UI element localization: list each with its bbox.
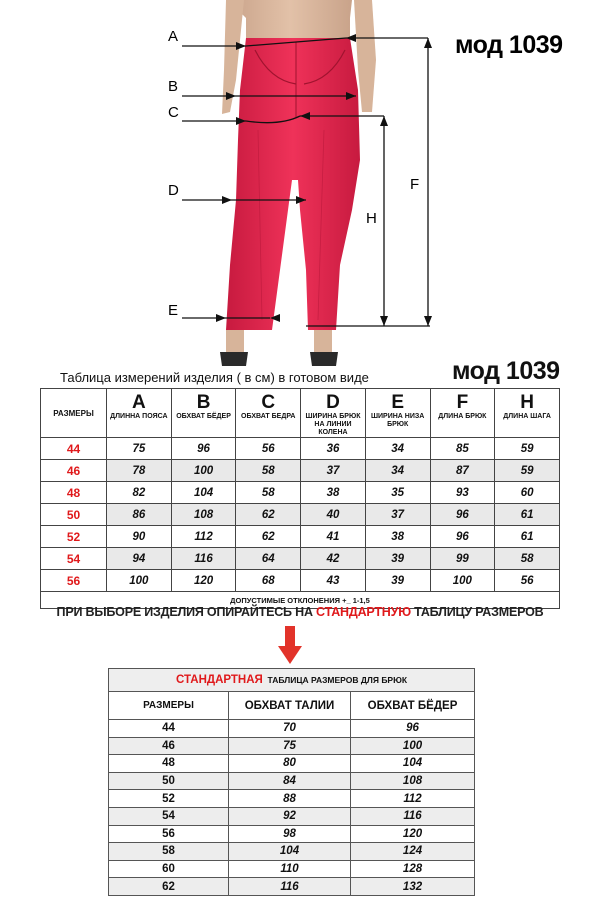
table-row — [109, 772, 475, 790]
column-letter: E — [391, 392, 404, 413]
measurement-cell: 86 — [107, 504, 172, 526]
table-row — [41, 438, 560, 460]
waist-cell: 116 — [229, 878, 351, 896]
measurement-cell: 100 — [107, 570, 172, 592]
column-label: ДЛИНА ШАГА — [503, 413, 551, 420]
measurement-cell: 100 — [171, 460, 236, 482]
measurement-cell: 39 — [365, 570, 430, 592]
hips-cell: 100 — [351, 737, 475, 755]
measurement-cell: 40 — [301, 504, 366, 526]
label-e: E — [168, 302, 179, 319]
size-cell: 50 — [109, 772, 229, 790]
label-h: H — [366, 210, 377, 227]
table-row — [109, 807, 475, 825]
table-row — [41, 570, 560, 592]
measurement-cell: 108 — [171, 504, 236, 526]
hips-cell: 104 — [351, 755, 475, 773]
size-cell: 46 — [109, 737, 229, 755]
size-cell: 62 — [109, 878, 229, 896]
measurements-table — [40, 388, 560, 609]
hips-cell: 120 — [351, 825, 475, 843]
standard-header-size: РАЗМЕРЫ — [109, 692, 229, 720]
measurement-cell: 68 — [236, 570, 301, 592]
hips-cell: 124 — [351, 843, 475, 861]
measurement-cell: 61 — [495, 526, 560, 548]
size-cell: 52 — [109, 790, 229, 808]
measurement-cell: 82 — [107, 482, 172, 504]
waist-cell: 110 — [229, 860, 351, 878]
measurement-cell: 90 — [107, 526, 172, 548]
table-row — [109, 790, 475, 808]
measurement-cell: 56 — [236, 438, 301, 460]
table-row — [109, 860, 475, 878]
label-d: D — [168, 182, 179, 199]
column-letter: B — [196, 392, 211, 413]
hips-cell: 108 — [351, 772, 475, 790]
standard-title-highlight: СТАНДАРТНАЯ — [175, 674, 263, 686]
model-code-table: мод 1039 — [452, 357, 560, 385]
table-row — [109, 755, 475, 773]
standard-title — [109, 669, 475, 692]
column-letter: D — [326, 392, 340, 413]
measurements-header-row — [41, 389, 560, 438]
column-label: ШИРИНА БРЮК НА ЛИНИИ КОЛЕНА — [305, 413, 361, 436]
model-code-top: мод 1039 — [455, 31, 563, 59]
label-b: B — [168, 78, 179, 95]
column-label: ДЛИНА БРЮК — [438, 413, 487, 420]
measurement-cell: 39 — [365, 548, 430, 570]
size-cell: 54 — [41, 548, 107, 570]
measurement-cell: 58 — [236, 482, 301, 504]
standard-title-row — [109, 669, 475, 692]
measurement-cell: 116 — [171, 548, 236, 570]
table-row — [109, 737, 475, 755]
waist-cell: 84 — [229, 772, 351, 790]
measurement-cell: 93 — [430, 482, 495, 504]
measurement-cell: 99 — [430, 548, 495, 570]
measurement-cell: 75 — [107, 438, 172, 460]
hips-cell: 112 — [351, 790, 475, 808]
measurement-cell: 96 — [171, 438, 236, 460]
waist-cell: 75 — [229, 737, 351, 755]
measurement-cell: 41 — [301, 526, 366, 548]
measurement-cell: 94 — [107, 548, 172, 570]
measurements-body — [41, 438, 560, 592]
measurement-cell: 112 — [171, 526, 236, 548]
column-header — [236, 389, 301, 438]
column-header — [107, 389, 172, 438]
standard-size-table — [108, 668, 475, 896]
waist-cell: 80 — [229, 755, 351, 773]
column-label: ОБХВАТ БЕДРА — [241, 413, 296, 420]
measurement-cell: 85 — [430, 438, 495, 460]
size-cell: 44 — [109, 720, 229, 738]
measurement-cell: 62 — [236, 526, 301, 548]
label-f: F — [410, 176, 420, 193]
measurement-cell: 64 — [236, 548, 301, 570]
measurement-cell: 59 — [495, 460, 560, 482]
measurement-cell: 62 — [236, 504, 301, 526]
table-row — [109, 720, 475, 738]
standard-header-row — [109, 692, 475, 720]
column-label: ДЛИННА ПОЯСА — [110, 413, 168, 420]
measurement-cell: 34 — [365, 460, 430, 482]
table-row — [41, 504, 560, 526]
standard-body — [109, 720, 475, 896]
standard-header-hips: ОБХВАТ БЁДЕР — [351, 692, 475, 720]
waist-cell: 70 — [229, 720, 351, 738]
table-row — [41, 460, 560, 482]
size-advice — [0, 605, 600, 619]
measurement-cell: 37 — [365, 504, 430, 526]
table-row — [109, 825, 475, 843]
hips-cell: 116 — [351, 807, 475, 825]
table-row — [41, 482, 560, 504]
waist-cell: 92 — [229, 807, 351, 825]
column-header — [301, 389, 366, 438]
table-row — [41, 548, 560, 570]
size-cell: 44 — [41, 438, 107, 460]
table-row — [41, 526, 560, 548]
measurement-cell: 96 — [430, 526, 495, 548]
measurement-cell: 38 — [301, 482, 366, 504]
measurement-cell: 34 — [365, 438, 430, 460]
size-cell: 48 — [41, 482, 107, 504]
down-arrow-icon — [278, 626, 302, 666]
pants-figure — [0, 0, 600, 372]
measurement-cell: 104 — [171, 482, 236, 504]
label-c: C — [168, 104, 179, 121]
measurement-cell: 96 — [430, 504, 495, 526]
measurement-cell: 59 — [495, 438, 560, 460]
column-letter: F — [456, 392, 469, 413]
size-cell: 54 — [109, 807, 229, 825]
measurements-caption: Таблица измерений изделия ( в см) в готовом виде — [60, 370, 369, 385]
size-cell: 56 — [41, 570, 107, 592]
measurement-cell: 58 — [236, 460, 301, 482]
column-label: ШИРИНА НИЗА БРЮК — [370, 413, 425, 428]
measurement-cell: 38 — [365, 526, 430, 548]
measurement-cell: 56 — [495, 570, 560, 592]
measurement-cell: 120 — [171, 570, 236, 592]
measurement-cell: 60 — [495, 482, 560, 504]
column-label: ОБХВАТ БЁДЕР — [176, 413, 231, 420]
table-row — [109, 878, 475, 896]
column-letter: A — [131, 392, 146, 413]
hips-cell: 128 — [351, 860, 475, 878]
size-cell: 46 — [41, 460, 107, 482]
waist-cell: 88 — [229, 790, 351, 808]
standard-title-rest: ТАБЛИЦА РАЗМЕРОВ ДЛЯ БРЮК — [267, 675, 408, 685]
advice-prefix: ПРИ ВЫБОРЕ ИЗДЕЛИЯ ОПИРАЙТЕСЬ НА — [56, 605, 317, 619]
table-row — [109, 843, 475, 861]
standard-header-waist: ОБХВАТ ТАЛИИ — [229, 692, 351, 720]
size-cell: 50 — [41, 504, 107, 526]
waist-cell: 98 — [229, 825, 351, 843]
column-header — [171, 389, 236, 438]
column-header — [430, 389, 495, 438]
measurement-cell: 58 — [495, 548, 560, 570]
measurement-cell: 61 — [495, 504, 560, 526]
hips-cell: 96 — [351, 720, 475, 738]
sizes-header: РАЗМЕРЫ — [41, 389, 107, 438]
measurement-cell: 42 — [301, 548, 366, 570]
measurement-cell: 100 — [430, 570, 495, 592]
size-cell: 58 — [109, 843, 229, 861]
size-cell: 60 — [109, 860, 229, 878]
measurement-cell: 78 — [107, 460, 172, 482]
size-cell: 48 — [109, 755, 229, 773]
size-cell: 52 — [41, 526, 107, 548]
label-a: A — [168, 28, 179, 45]
measurement-cell: 35 — [365, 482, 430, 504]
tolerance-note: ДОПУСТИМЫЕ ОТКЛОНЕНИЯ +_ 1-1,5 — [41, 592, 560, 609]
measurement-cell: 87 — [430, 460, 495, 482]
column-letter: H — [520, 392, 534, 413]
column-letter: C — [261, 392, 276, 413]
advice-suffix: ТАБЛИЦУ РАЗМЕРОВ — [410, 605, 544, 619]
hips-cell: 132 — [351, 878, 475, 896]
size-cell: 56 — [109, 825, 229, 843]
advice-highlight: СТАНДАРТНУЮ — [316, 605, 411, 619]
measurement-cell: 37 — [301, 460, 366, 482]
column-header — [495, 389, 560, 438]
waist-cell: 104 — [229, 843, 351, 861]
column-header — [365, 389, 430, 438]
measurement-cell: 36 — [301, 438, 366, 460]
measurement-cell: 43 — [301, 570, 366, 592]
